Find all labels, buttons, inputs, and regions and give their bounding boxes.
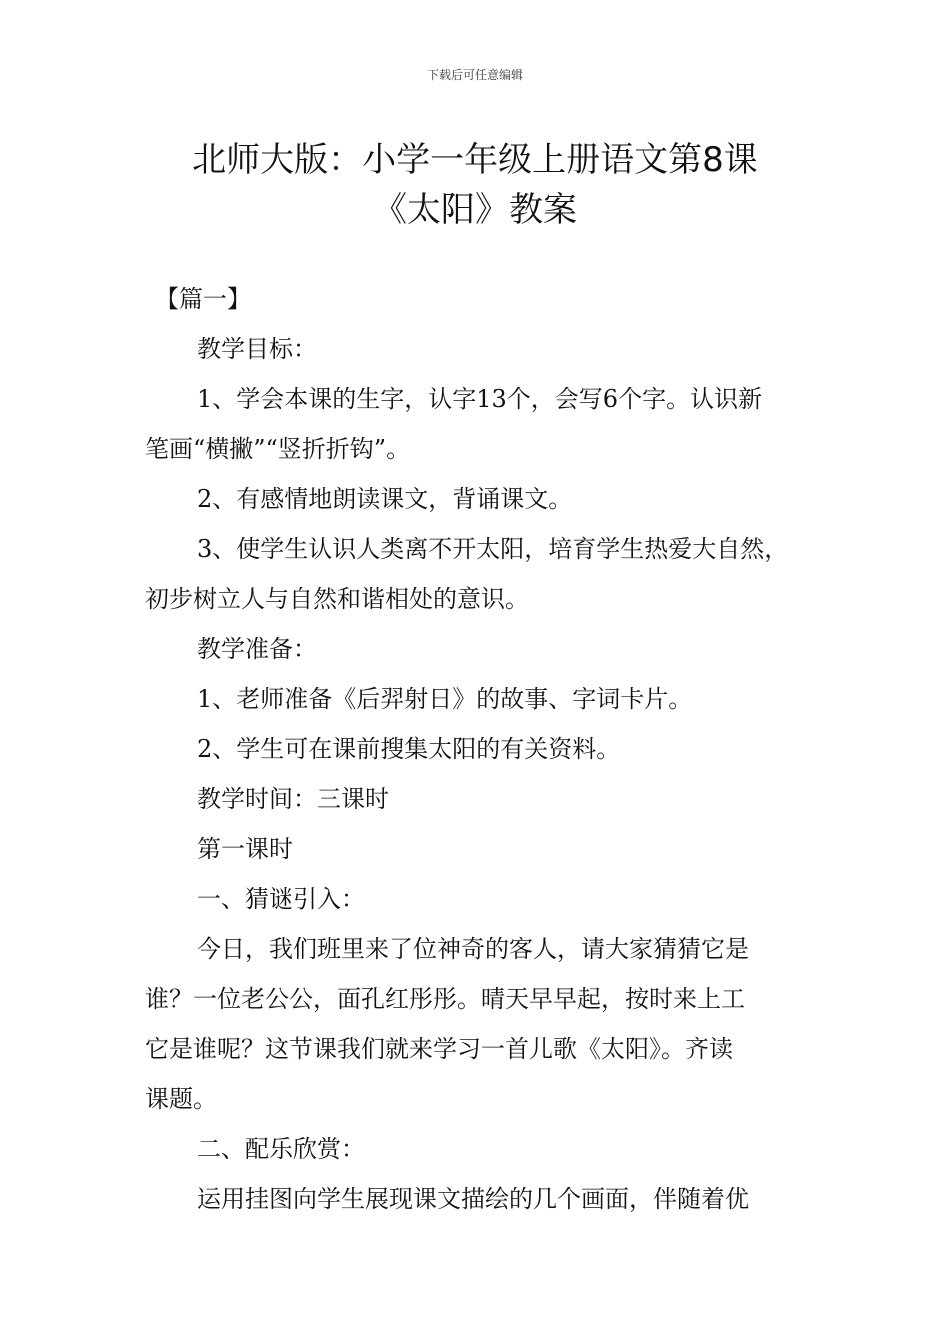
heading-first-lesson: 第一课时 xyxy=(197,835,293,863)
header-note: 下载后可任意编辑 xyxy=(426,68,523,82)
paragraph-line: 初步树立人与自然和谐相处的意识。 xyxy=(145,585,529,613)
paragraph-line: 谁？一位老公公，面孔红彤彤。晴天早早起，按时来上工 xyxy=(145,985,745,1013)
paragraph-line: 3、使学生认识人类离不开太阳，培育学生热爱大自然， xyxy=(197,535,789,563)
document-title-line-1: 北师大版：小学一年级上册语文第8课 xyxy=(192,140,758,180)
heading-teaching-goals: 教学目标： xyxy=(197,335,317,363)
paragraph-line: 课题。 xyxy=(145,1085,217,1113)
heading-teaching-time: 教学时间：三课时 xyxy=(197,785,389,813)
paragraph-line: 今日，我们班里来了位神奇的客人，请大家猜猜它是 xyxy=(197,935,749,963)
heading-riddle-intro: 一、猜谜引入： xyxy=(197,885,365,913)
paragraph-line: 1、学会本课的生字，认字13个，会写6个字。认识新 xyxy=(197,385,763,413)
paragraph-line: 2、有感情地朗读课文，背诵课文。 xyxy=(197,485,573,513)
paragraph-line: 运用挂图向学生展现课文描绘的几个画面，伴随着优 xyxy=(197,1185,749,1213)
paragraph-line: 笔画“横撇”“竖折折钩”。 xyxy=(145,435,411,463)
section-label: 【篇一】 xyxy=(155,285,251,313)
paragraph-line: 它是谁呢？这节课我们就来学习一首儿歌《太阳》。齐读 xyxy=(145,1035,733,1063)
paragraph-line: 2、学生可在课前搜集太阳的有关资料。 xyxy=(197,735,621,763)
paragraph-line: 1、老师准备《后羿射日》的故事、字词卡片。 xyxy=(197,685,693,713)
heading-music-appreciation: 二、配乐欣赏： xyxy=(197,1135,365,1163)
document-body xyxy=(145,282,810,1232)
document-title-line-2: 《太阳》教案 xyxy=(373,190,577,230)
heading-teaching-preparation: 教学准备： xyxy=(197,635,317,663)
